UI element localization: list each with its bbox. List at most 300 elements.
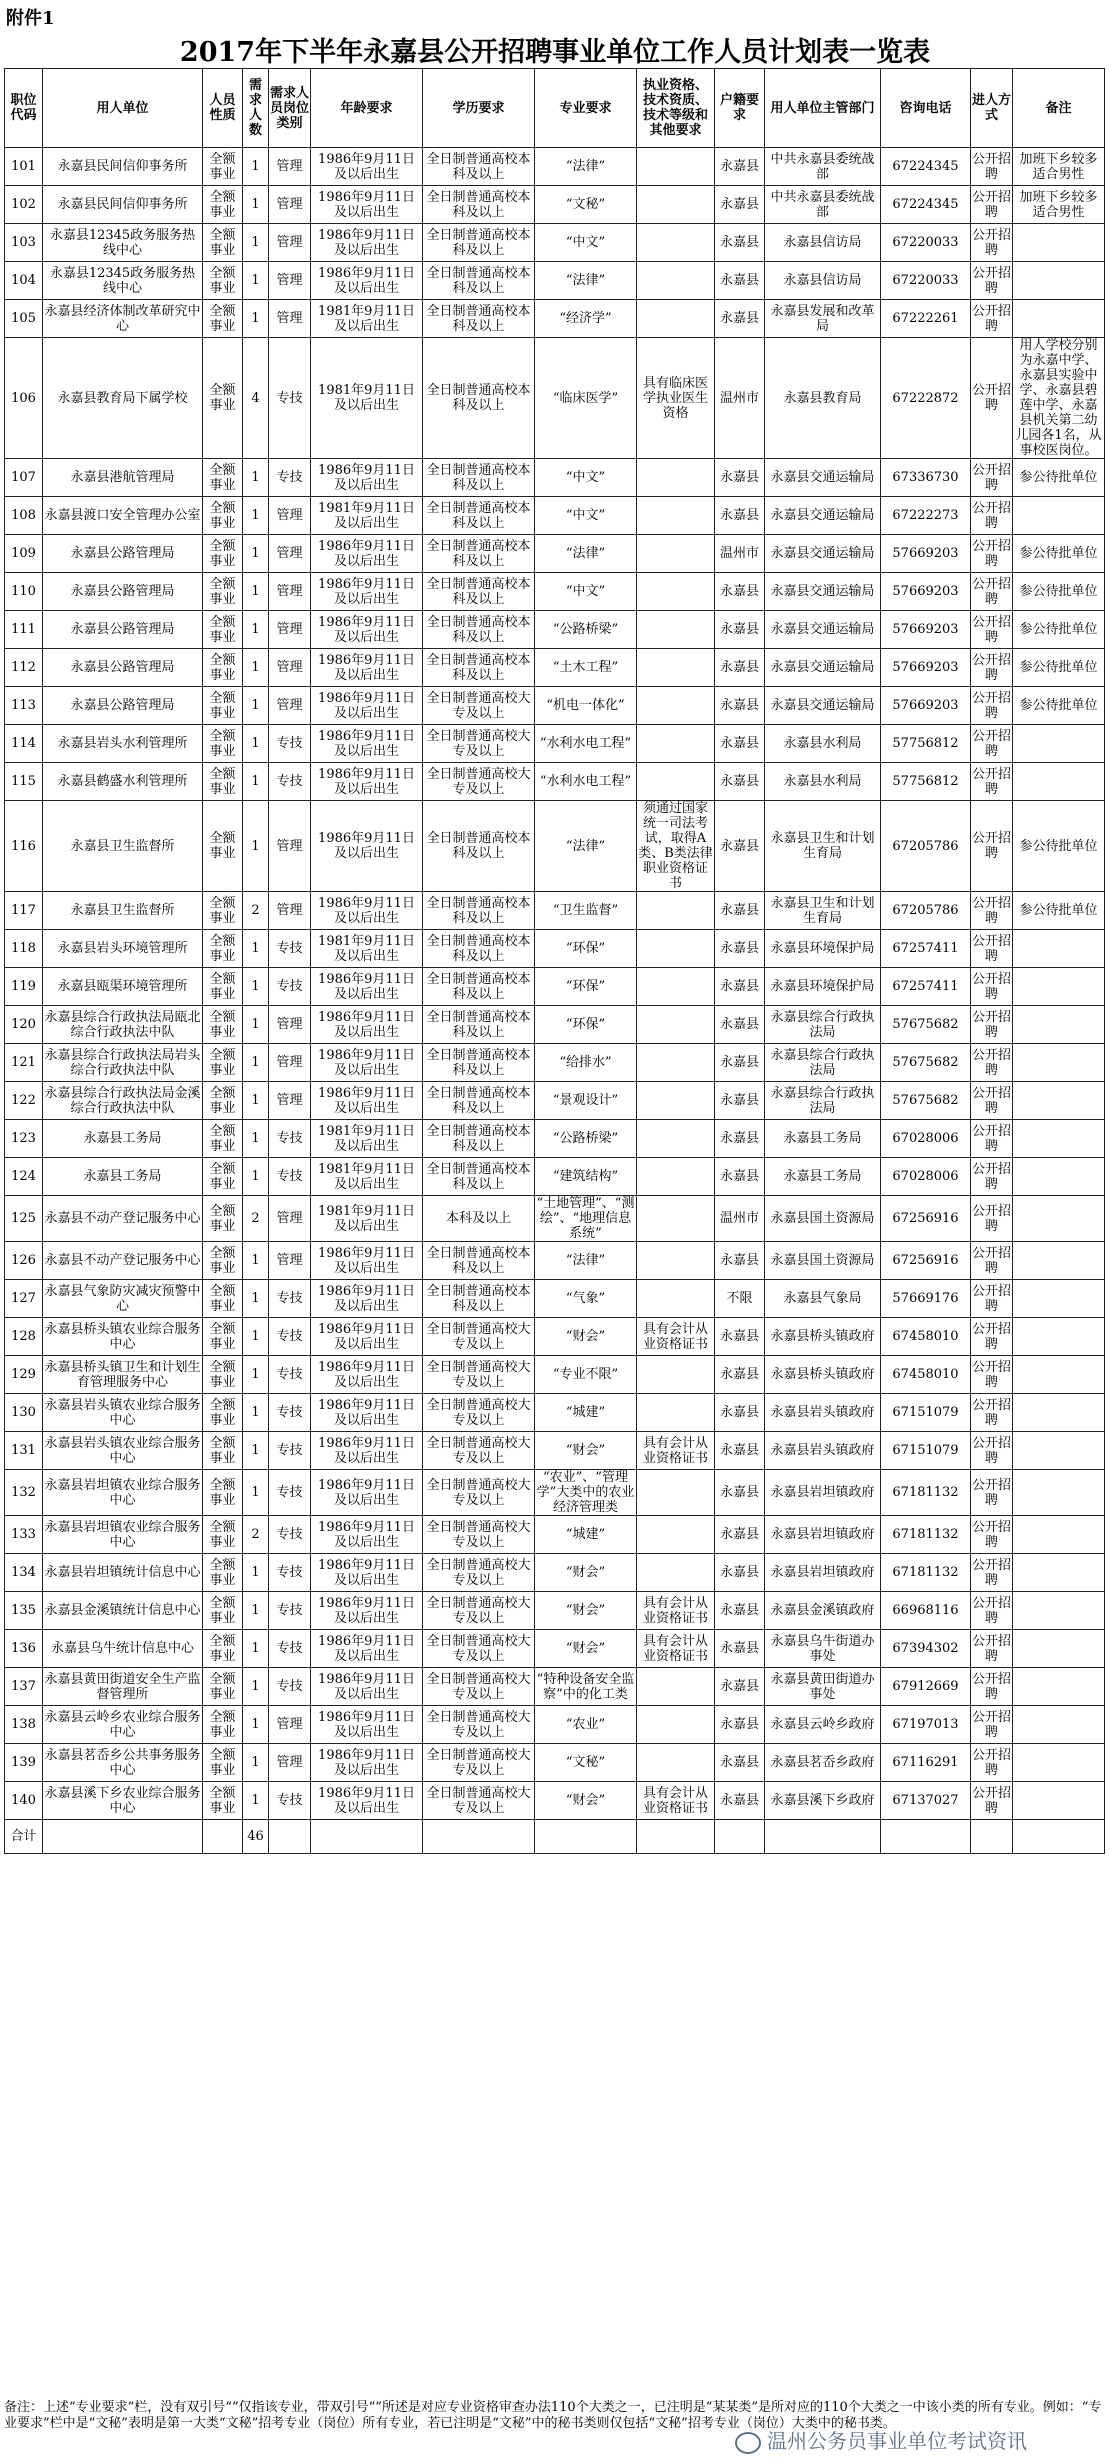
table-cell — [637, 1820, 715, 1854]
table-cell: 1981年9月11日及以后出生 — [311, 300, 423, 338]
table-cell: 专技 — [269, 1630, 311, 1668]
table-cell: 1 — [243, 262, 269, 300]
table-cell: 管理 — [269, 535, 311, 573]
table-cell: 全额事业 — [203, 1318, 243, 1356]
table-cell: 全额事业 — [203, 1782, 243, 1820]
table-cell: 118 — [5, 930, 43, 968]
table-row — [5, 725, 1105, 763]
table-cell — [637, 763, 715, 801]
table-cell: 67028006 — [881, 1120, 971, 1158]
table-cell: 1986年9月11日及以后出生 — [311, 1280, 423, 1318]
table-cell: 67257411 — [881, 968, 971, 1006]
header-cell: 用人单位 — [43, 69, 203, 148]
table-row — [5, 1706, 1105, 1744]
table-cell: 1986年9月11日及以后出生 — [311, 1706, 423, 1744]
table-row — [5, 186, 1105, 224]
table-cell: 1 — [243, 1082, 269, 1120]
table-cell: “气象” — [535, 1280, 637, 1318]
table-cell — [1013, 1516, 1105, 1554]
table-row — [5, 535, 1105, 573]
table-cell — [637, 186, 715, 224]
table-row — [5, 300, 1105, 338]
table-cell: 公开招聘 — [971, 1120, 1013, 1158]
table-cell: 永嘉县民间信仰事务所 — [43, 148, 203, 186]
table-cell — [1013, 1082, 1105, 1120]
table-cell — [637, 1044, 715, 1082]
table-cell — [43, 1820, 203, 1854]
table-cell: 公开招聘 — [971, 687, 1013, 725]
table-cell: 137 — [5, 1668, 43, 1706]
table-row — [5, 573, 1105, 611]
table-cell: 57669203 — [881, 535, 971, 573]
table-cell: 1 — [243, 1554, 269, 1592]
table-cell: 全日制普通高校大专及以上 — [423, 687, 535, 725]
table-cell: “文秘” — [535, 1744, 637, 1782]
table-cell: 1 — [243, 1630, 269, 1668]
table-row — [5, 1158, 1105, 1196]
table-cell: 永嘉县岩坦镇政府 — [765, 1554, 881, 1592]
table-cell: 管理 — [269, 1082, 311, 1120]
table-cell: “环保” — [535, 930, 637, 968]
table-cell — [637, 1516, 715, 1554]
table-cell: 1986年9月11日及以后出生 — [311, 801, 423, 892]
table-cell: 永嘉县岩头水利管理所 — [43, 725, 203, 763]
table-cell: 全额事业 — [203, 459, 243, 497]
table-cell — [1013, 1470, 1105, 1516]
table-cell: 101 — [5, 148, 43, 186]
table-cell: 1986年9月11日及以后出生 — [311, 611, 423, 649]
table-cell: 67224345 — [881, 148, 971, 186]
table-cell: 永嘉县 — [715, 968, 765, 1006]
table-cell — [1013, 1706, 1105, 1744]
table-cell — [637, 262, 715, 300]
table-cell: 用人学校分别为永嘉中学、永嘉县实验中学、永嘉县碧莲中学、永嘉县机关第二幼儿园各1名，从事校医岗位。 — [1013, 338, 1105, 459]
table-cell: 67458010 — [881, 1318, 971, 1356]
table-cell: 125 — [5, 1196, 43, 1242]
table-cell: 1 — [243, 300, 269, 338]
table-cell: 管理 — [269, 892, 311, 930]
table-cell: 1986年9月11日及以后出生 — [311, 1744, 423, 1782]
table-cell: 全日制普通高校本科及以上 — [423, 1082, 535, 1120]
table-cell: 永嘉县不动产登记服务中心 — [43, 1242, 203, 1280]
table-cell — [637, 687, 715, 725]
table-cell: 永嘉县港航管理局 — [43, 459, 203, 497]
table-cell — [637, 1394, 715, 1432]
table-cell: 永嘉县综合行政执法局 — [765, 1082, 881, 1120]
table-cell: 专技 — [269, 1280, 311, 1318]
table-cell: 57669176 — [881, 1280, 971, 1318]
table-cell: 1986年9月11日及以后出生 — [311, 148, 423, 186]
table-cell: 永嘉县 — [715, 1630, 765, 1668]
table-cell: 管理 — [269, 300, 311, 338]
table-cell: 永嘉县气象防灾减灾预警中心 — [43, 1280, 203, 1318]
table-cell: 管理 — [269, 801, 311, 892]
table-cell: 加班下乡较多适合男性 — [1013, 148, 1105, 186]
table-cell — [637, 1196, 715, 1242]
table-cell: 全额事业 — [203, 1280, 243, 1318]
table-cell: 永嘉县交通运输局 — [765, 497, 881, 535]
table-cell: “临床医学” — [535, 338, 637, 459]
table-cell: 参公待批单位 — [1013, 801, 1105, 892]
table-cell: “特种设备安全监察”中的化工类 — [535, 1668, 637, 1706]
header-cell: 进人方式 — [971, 69, 1013, 148]
table-cell: 67116291 — [881, 1744, 971, 1782]
table-cell: 永嘉县12345政务服务热线中心 — [43, 224, 203, 262]
table-cell — [637, 1554, 715, 1592]
table-cell: 永嘉县水利局 — [765, 725, 881, 763]
table-cell: 1 — [243, 611, 269, 649]
table-row — [5, 1516, 1105, 1554]
table-cell — [637, 535, 715, 573]
table-cell — [637, 930, 715, 968]
table-cell: 永嘉县 — [715, 1394, 765, 1432]
table-cell: 公开招聘 — [971, 1432, 1013, 1470]
table-cell — [311, 1820, 423, 1854]
table-cell: 专技 — [269, 1592, 311, 1630]
table-cell: 公开招聘 — [971, 1668, 1013, 1706]
table-cell: 57756812 — [881, 763, 971, 801]
table-cell: 133 — [5, 1516, 43, 1554]
table-cell: 专技 — [269, 1668, 311, 1706]
table-cell: 永嘉县环境保护局 — [765, 968, 881, 1006]
table-cell: 永嘉县 — [715, 300, 765, 338]
table-cell: 永嘉县岩头镇政府 — [765, 1394, 881, 1432]
table-cell — [1013, 1432, 1105, 1470]
table-cell: 1 — [243, 1158, 269, 1196]
table-cell: 全日制普通高校大专及以上 — [423, 1706, 535, 1744]
table-cell: “水利水电工程” — [535, 725, 637, 763]
table-cell: 永嘉县 — [715, 224, 765, 262]
table-cell: 参公待批单位 — [1013, 687, 1105, 725]
table-cell: 1 — [243, 1744, 269, 1782]
table-row — [5, 1630, 1105, 1668]
table-cell: 1986年9月11日及以后出生 — [311, 892, 423, 930]
table-cell: 永嘉县水利局 — [765, 763, 881, 801]
table-cell: 1 — [243, 1242, 269, 1280]
table-cell: 公开招聘 — [971, 763, 1013, 801]
table-cell — [637, 968, 715, 1006]
table-cell: “中文” — [535, 497, 637, 535]
table-cell: 永嘉县 — [715, 1158, 765, 1196]
table-cell: 1 — [243, 687, 269, 725]
table-cell: 专技 — [269, 1394, 311, 1432]
table-cell: 永嘉县 — [715, 459, 765, 497]
table-cell: 114 — [5, 725, 43, 763]
table-cell: 温州市 — [715, 535, 765, 573]
table-cell: 公开招聘 — [971, 1592, 1013, 1630]
table-cell: 57675682 — [881, 1044, 971, 1082]
table-cell — [1013, 968, 1105, 1006]
table-cell: 全日制普通高校本科及以上 — [423, 262, 535, 300]
table-cell: 永嘉县桥头镇政府 — [765, 1318, 881, 1356]
table-cell: 永嘉县 — [715, 687, 765, 725]
table-cell: 具有会计从业资格证书 — [637, 1782, 715, 1820]
table-cell: 专技 — [269, 1782, 311, 1820]
table-cell: 永嘉县 — [715, 186, 765, 224]
table-cell — [203, 1820, 243, 1854]
header-cell: 需求人员岗位类别 — [269, 69, 311, 148]
table-cell: 1 — [243, 649, 269, 687]
table-cell: 67220033 — [881, 262, 971, 300]
table-cell — [1013, 262, 1105, 300]
table-cell — [637, 300, 715, 338]
table-cell: 全额事业 — [203, 1242, 243, 1280]
table-cell: 永嘉县 — [715, 1318, 765, 1356]
table-cell: 57756812 — [881, 725, 971, 763]
table-cell: “公路桥梁” — [535, 1120, 637, 1158]
table-cell: “水利水电工程” — [535, 763, 637, 801]
table-cell: 永嘉县云岭乡政府 — [765, 1706, 881, 1744]
table-cell: 109 — [5, 535, 43, 573]
table-cell: 全额事业 — [203, 497, 243, 535]
table-row — [5, 1554, 1105, 1592]
table-cell: 1986年9月11日及以后出生 — [311, 1006, 423, 1044]
table-cell: 全日制普通高校本科及以上 — [423, 1044, 535, 1082]
table-cell: 全日制普通高校本科及以上 — [423, 968, 535, 1006]
table-cell: 全日制普通高校本科及以上 — [423, 1280, 535, 1318]
table-cell: 全日制普通高校本科及以上 — [423, 148, 535, 186]
table-cell: 1 — [243, 1120, 269, 1158]
table-cell — [1013, 1782, 1105, 1820]
table-cell: 永嘉县黄田街道办事处 — [765, 1668, 881, 1706]
table-cell: “农业”、“管理学”大类中的农业经济管理类 — [535, 1470, 637, 1516]
table-cell: 永嘉县综合行政执法局 — [765, 1044, 881, 1082]
table-cell: 永嘉县 — [715, 1554, 765, 1592]
table-cell: 128 — [5, 1318, 43, 1356]
table-cell: 永嘉县桥头镇卫生和计划生育管理服务中心 — [43, 1356, 203, 1394]
table-cell: 参公待批单位 — [1013, 573, 1105, 611]
table-cell: 公开招聘 — [971, 1356, 1013, 1394]
table-row — [5, 801, 1105, 892]
table-cell — [637, 1006, 715, 1044]
table-cell: 专技 — [269, 1120, 311, 1158]
table-cell: 1986年9月11日及以后出生 — [311, 687, 423, 725]
table-row — [5, 1196, 1105, 1242]
table-cell: 127 — [5, 1280, 43, 1318]
table-cell — [1013, 224, 1105, 262]
table-cell: 永嘉县交通运输局 — [765, 687, 881, 725]
header-cell: 咨询电话 — [881, 69, 971, 148]
table-cell — [637, 1668, 715, 1706]
table-cell: 全额事业 — [203, 763, 243, 801]
table-cell: 公开招聘 — [971, 1082, 1013, 1120]
table-cell: 公开招聘 — [971, 186, 1013, 224]
table-cell: 全日制普通高校本科及以上 — [423, 186, 535, 224]
table-cell: 1986年9月11日及以后出生 — [311, 1554, 423, 1592]
table-cell: 1981年9月11日及以后出生 — [311, 1158, 423, 1196]
table-cell: 1986年9月11日及以后出生 — [311, 1432, 423, 1470]
table-cell: 公开招聘 — [971, 1196, 1013, 1242]
table-cell: 全额事业 — [203, 300, 243, 338]
table-cell: 67220033 — [881, 224, 971, 262]
table-cell: 管理 — [269, 687, 311, 725]
table-cell: 全日制普通高校大专及以上 — [423, 1668, 535, 1706]
table-cell: 108 — [5, 497, 43, 535]
table-cell: “建筑结构” — [535, 1158, 637, 1196]
table-cell: 全额事业 — [203, 1044, 243, 1082]
table-cell: 全额事业 — [203, 535, 243, 573]
table-cell: 全额事业 — [203, 573, 243, 611]
table-cell: 57669203 — [881, 649, 971, 687]
table-row — [5, 224, 1105, 262]
table-cell: 67912669 — [881, 1668, 971, 1706]
table-cell: 126 — [5, 1242, 43, 1280]
table-cell: 全日制普通高校本科及以上 — [423, 1006, 535, 1044]
table-cell: 管理 — [269, 611, 311, 649]
table-cell: 1986年9月11日及以后出生 — [311, 262, 423, 300]
table-cell: 永嘉县 — [715, 1470, 765, 1516]
table-cell: 1986年9月11日及以后出生 — [311, 535, 423, 573]
table-cell: 1986年9月11日及以后出生 — [311, 1592, 423, 1630]
table-cell: 1 — [243, 968, 269, 1006]
table-cell: 本科及以上 — [423, 1196, 535, 1242]
table-cell: 1981年9月11日及以后出生 — [311, 497, 423, 535]
table-cell: 138 — [5, 1706, 43, 1744]
table-cell: 永嘉县环境保护局 — [765, 930, 881, 968]
table-cell: 永嘉县工务局 — [43, 1120, 203, 1158]
table-cell: 67137027 — [881, 1782, 971, 1820]
table-cell: 107 — [5, 459, 43, 497]
table-cell: 全额事业 — [203, 1394, 243, 1432]
table-cell: 全额事业 — [203, 338, 243, 459]
table-cell — [971, 1820, 1013, 1854]
table-cell: 全日制普通高校大专及以上 — [423, 1318, 535, 1356]
table-cell: 119 — [5, 968, 43, 1006]
table-cell: 131 — [5, 1432, 43, 1470]
table-cell: 温州市 — [715, 338, 765, 459]
table-cell: 1986年9月11日及以后出生 — [311, 1242, 423, 1280]
table-cell: 永嘉县教育局 — [765, 338, 881, 459]
table-cell: 102 — [5, 186, 43, 224]
table-cell — [637, 1744, 715, 1782]
table-row — [5, 459, 1105, 497]
table-cell: 永嘉县 — [715, 148, 765, 186]
table-cell: 全额事业 — [203, 968, 243, 1006]
table-cell: 67256916 — [881, 1196, 971, 1242]
table-cell — [637, 497, 715, 535]
table-cell — [637, 573, 715, 611]
table-cell: 永嘉县 — [715, 1082, 765, 1120]
table-cell — [637, 1356, 715, 1394]
table-cell: 永嘉县岩坦镇政府 — [765, 1516, 881, 1554]
table-row — [5, 148, 1105, 186]
table-cell: 永嘉县岩头环境管理所 — [43, 930, 203, 968]
table-cell — [637, 725, 715, 763]
table-cell: 公开招聘 — [971, 262, 1013, 300]
table-cell: 1986年9月11日及以后出生 — [311, 1082, 423, 1120]
table-cell: 公开招聘 — [971, 649, 1013, 687]
table-cell: 永嘉县黄田街道安全生产监督管理所 — [43, 1668, 203, 1706]
table-cell: 管理 — [269, 1006, 311, 1044]
table-cell: 67181132 — [881, 1554, 971, 1592]
table-cell: 专技 — [269, 763, 311, 801]
table-cell — [1013, 1668, 1105, 1706]
table-cell: 永嘉县公路管理局 — [43, 649, 203, 687]
table-cell: 永嘉县 — [715, 262, 765, 300]
table-row — [5, 687, 1105, 725]
table-cell — [1013, 763, 1105, 801]
table-cell: 具有会计从业资格证书 — [637, 1592, 715, 1630]
table-cell — [1013, 1280, 1105, 1318]
table-cell: 1 — [243, 1356, 269, 1394]
table-cell: 1986年9月11日及以后出生 — [311, 224, 423, 262]
table-cell: 116 — [5, 801, 43, 892]
table-cell: 1 — [243, 1432, 269, 1470]
table-cell: 67458010 — [881, 1356, 971, 1394]
table-cell: 全日制普通高校大专及以上 — [423, 1630, 535, 1668]
table-cell — [1013, 1158, 1105, 1196]
table-cell: 122 — [5, 1082, 43, 1120]
table-cell — [637, 1280, 715, 1318]
table-cell: 1 — [243, 459, 269, 497]
table-cell: 全额事业 — [203, 1630, 243, 1668]
table-cell: 1 — [243, 186, 269, 224]
table-cell: “土地管理”、“测绘”、“地理信息系统” — [535, 1196, 637, 1242]
table-row — [5, 1006, 1105, 1044]
table-cell: 全额事业 — [203, 1668, 243, 1706]
header-cell: 学历要求 — [423, 69, 535, 148]
table-cell: 1 — [243, 1592, 269, 1630]
table-cell: “专业不限” — [535, 1356, 637, 1394]
table-cell: 全额事业 — [203, 186, 243, 224]
table-cell: 67222872 — [881, 338, 971, 459]
table-cell: 温州市 — [715, 1196, 765, 1242]
table-cell: 1981年9月11日及以后出生 — [311, 930, 423, 968]
table-cell — [637, 1120, 715, 1158]
table-cell — [637, 459, 715, 497]
table-cell: 全额事业 — [203, 930, 243, 968]
table-cell: 67151079 — [881, 1432, 971, 1470]
table-cell: 永嘉县12345政务服务热线中心 — [43, 262, 203, 300]
table-cell: 全额事业 — [203, 1356, 243, 1394]
table-row — [5, 497, 1105, 535]
table-cell: 永嘉县综合行政执法局金溪综合行政执法中队 — [43, 1082, 203, 1120]
watermark — [735, 2425, 1027, 2454]
table-cell: 1 — [243, 1706, 269, 1744]
table-cell: 全额事业 — [203, 1554, 243, 1592]
table-cell: 永嘉县 — [715, 1592, 765, 1630]
table-cell: “环保” — [535, 968, 637, 1006]
table-cell — [1013, 1044, 1105, 1082]
table-cell: 公开招聘 — [971, 1630, 1013, 1668]
table-cell: 1986年9月11日及以后出生 — [311, 1782, 423, 1820]
header-cell: 用人单位主管部门 — [765, 69, 881, 148]
table-cell: 公开招聘 — [971, 1516, 1013, 1554]
table-cell — [715, 1820, 765, 1854]
table-cell: “财会” — [535, 1630, 637, 1668]
table-cell: 管理 — [269, 1196, 311, 1242]
table-cell: 公开招聘 — [971, 1782, 1013, 1820]
table-cell: 永嘉县 — [715, 1668, 765, 1706]
table-cell: 永嘉县卫生监督所 — [43, 801, 203, 892]
table-cell: “法律” — [535, 801, 637, 892]
table-cell: 112 — [5, 649, 43, 687]
table-cell: 67257411 — [881, 930, 971, 968]
table-cell: 公开招聘 — [971, 1280, 1013, 1318]
table-cell: 永嘉县经济体制改革研究中心 — [43, 300, 203, 338]
table-row — [5, 1242, 1105, 1280]
table-cell: 1986年9月11日及以后出生 — [311, 1318, 423, 1356]
table-cell: 永嘉县国土资源局 — [765, 1242, 881, 1280]
table-cell: “环保” — [535, 1006, 637, 1044]
table-cell: 永嘉县交通运输局 — [765, 459, 881, 497]
table-row — [5, 1280, 1105, 1318]
table-cell: 全日制普通高校大专及以上 — [423, 1432, 535, 1470]
table-cell: “卫生监督” — [535, 892, 637, 930]
table-header-row — [5, 69, 1105, 148]
table-cell — [637, 148, 715, 186]
table-cell: 全日制普通高校大专及以上 — [423, 1356, 535, 1394]
